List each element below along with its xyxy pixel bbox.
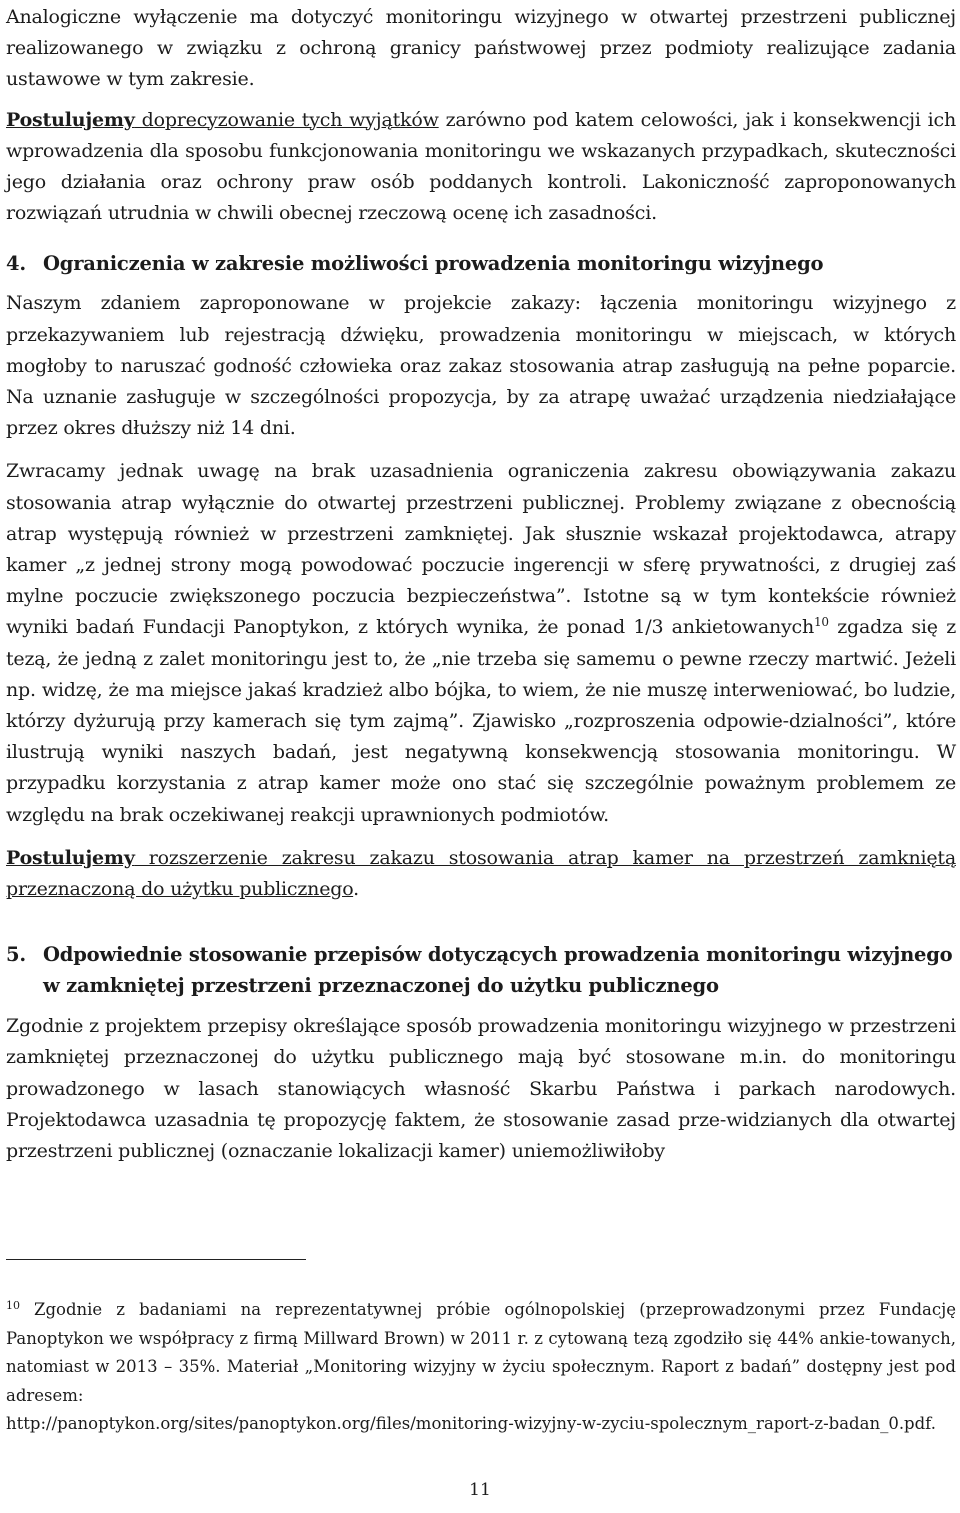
footnote-number: 10 [6,1299,20,1312]
section-5-title: Odpowiednie stosowanie przepisów dotyczących prowadzenia monitoringu wizyjnego w zamkniętej przestrzeni przeznaczonej do użytku publicznego [43,943,953,998]
section-4-paragraph-2-part-b: zgadza się z tezą, że jedną z zalet monitoringu jest to, że „nie trzeba się samemu o pewne rzeczy martwić. Jeżeli np. widzę, że ma miejsce jakaś kradzież albo bójka, to wiem, że nie muszę interweniować, bo ludzie, którzy dyżurują przy kamerach się tym zajmą”. Zjawisko „rozproszenia odpowie-dzialności”, które ilustrują wyniki naszych badań, jest negatywną konsekwencją stosowania monitoringu. W przypadku korzystania z atrap kamer może ono stać się szczególnie poważnym problemem ze względu na brak oczekiwanej reakcji uprawnionych podmiotów. [6,616,956,826]
postulate-2-end: . [353,878,359,901]
section-5-number: 5. [6,943,26,967]
postulate-2-label: Postulujemy [6,846,135,869]
footnote-text-block [6,1296,956,1410]
section-4-heading [6,248,956,279]
section-4-title: Ograniczenia w zakresie możliwości prowadzenia monitoringu wizyjnego [43,252,824,276]
section-4-paragraph-2 [6,456,956,830]
paragraph-postulate-2 [6,843,956,905]
postulate-rest: zarówno pod katem celowości, jak i konsekwencji ich wprowadzenia dla sposobu funkcjonowania monitoringu we wskazanych przypadkach, skuteczności jego działania oraz ochrony praw osób poddanych kontroli. Lakoniczność zaproponowanych rozwiązań utrudnia w chwili obecnej rzeczową ocenę ich zasadności. [6,108,957,225]
section-4-number: 4. [6,252,26,276]
section-4-paragraph-1: Naszym zdaniem zaproponowane w projekcie zakazy: łączenia monitoringu wizyjnego z przekazywaniem lub rejestracją dźwięku, prowadzenia monitoringu w miejscach, w których mogłoby to naruszać godność człowieka oraz zakaz stosowania atrap zasługują na pełne poparcie. Na uznanie zasługuje w szczególności propozycja, by za atrapę uważać urządzenia niedziałające przez okres dłuższy niż 14 dni. [6,292,956,440]
footnote-text: Zgodnie z badaniami na reprezentatywnej próbie ogólnopolskiej (przeprowadzonymi przez Fundację Panoptykon we współpracy z firmą Millward Brown) w 2011 r. z cytowaną tezą zgodziło się 44% ankie-towanych, natomiast w 2013 – 35%. Materiał „Monitoring wizyjny w życiu społecznym. Raport z badań” dostępny jest pod adresem: [6,1300,956,1405]
paragraph-postulate-1 [6,105,956,230]
postulate-2-underlined: rozszerzenie zakresu zakazu stosowania atrap kamer na przestrzeń zamkniętą przeznaczoną do użytku publicznego [6,846,956,901]
footnote-separator [6,1259,306,1260]
postulate-label: Postulujemy [6,108,135,131]
footnote-reference: 10 [814,615,829,630]
paragraph-intro: Analogiczne wyłączenie ma dotyczyć monitoringu wizyjnego w otwartej przestrzeni publicznej realizowanego w związku z ochroną granicy państwowej przez podmioty realizujące zadania ustawowe w tym zakresie. [6,6,956,91]
section-5-heading [6,939,956,1001]
section-5-paragraph-1: Zgodnie z projektem przepisy określające sposób prowadzenia monitoringu wizyjnego w przestrzeni zamkniętej przeznaczonej do użytku publicznego mają być stosowane m.in. do monitoringu prowadzonego w lasach stanowiących własność Skarbu Państwa i parkach narodowych. Projektodawca uzasadnia tę propozycję faktem, że stosowanie zasad prze-widzianych dla otwartej przestrzeni publicznej (oznaczanie lokalizacji kamer) uniemożliwiłoby [6,1015,956,1163]
page-body [6,0,956,1167]
footnote [6,1296,956,1439]
section-4-paragraph-2-part-a: Zwracamy jednak uwagę na brak uzasadnienia ograniczenia zakresu obowiązywania zakazu stosowania atrap wyłącznie do otwartej przestrzeni publicznej. Problemy związane z obecnością atrap występują również w przestrzeni zamkniętej. Jak słusznie wskazał projektodawca, atrapy kamer „z jednej strony mogą powodować poczucie ingerencji w sferę prywatności, z drugiej zaś mylne poczucie zwiększonego poczucia bezpieczeństwa”. Istotne są w tym kontekście również wyniki badań Fundacji Panoptykon, z których wynika, że ponad 1/3 ankietowanych [6,460,956,639]
postulate-underlined: doprecyzowanie tych wyjątków [134,108,439,131]
footnote-url[interactable]: http://panoptykon.org/sites/panoptykon.org/files/monitoring-wizyjny-w-zyciu-spolecznym_raport-z-badan_0.pdf. [6,1414,936,1434]
page-number: 11 [469,1480,491,1500]
